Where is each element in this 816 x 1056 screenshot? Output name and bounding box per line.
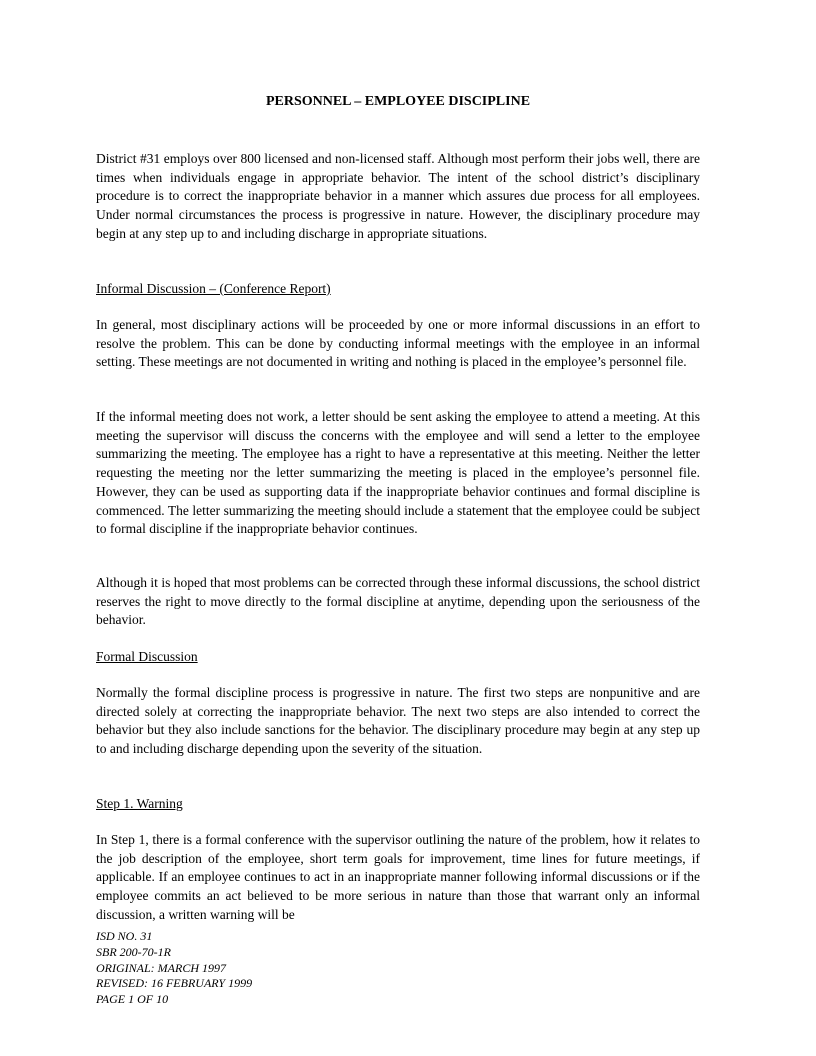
heading-step-1-warning: Step 1. Warning bbox=[96, 796, 183, 811]
footer-isd-number: ISD NO. 31 bbox=[96, 929, 153, 943]
intro-paragraph: District #31 employs over 800 licensed and non-licensed staff. Although most perform their jobs well, there are times when individuals engage in appropriate behavior. The intent of the school district’s disciplinary procedure is to correct the inappropriate behavior in a manner which assures due process for all employees. Under normal circumstances the process is progressive in nature. However, the disciplinary procedure may begin at any step up to and including discharge in appropriate situations. bbox=[96, 151, 700, 241]
footer-original-date: ORIGINAL: MARCH 1997 bbox=[96, 960, 226, 975]
footer-sbr-code: SBR 200-70-1R bbox=[96, 944, 171, 959]
page-title: PERSONNEL – EMPLOYEE DISCIPLINE bbox=[265, 94, 531, 109]
footer-revised-date: REVISED: 16 FEBRUARY 1999 bbox=[96, 976, 253, 991]
informal-paragraph-3: Although it is hoped that most problems can be corrected through these informal discussions, the school district reserves the right to move directly to the formal discipline at anytime, depending upon the seriousness of the behavior. bbox=[96, 575, 700, 628]
informal-paragraph-1: In general, most disciplinary actions will be proceeded by one or more informal discussions in an effort to resolve the problem. This can be done by conducting informal meetings with the employee in an informal setting. These meetings are not documented in writing and nothing is placed in the employee’s personnel file. bbox=[96, 317, 700, 370]
heading-formal-discussion: Formal Discussion bbox=[96, 649, 198, 664]
informal-paragraph-2: If the informal meeting does not work, a letter should be sent asking the employee to attend a meeting. At this meeting the supervisor will discuss the concerns with the employee and will send a letter to the employee summarizing the meeting. The employee has a right to have a representative at this meeting. Neither the letter requesting the meeting nor the letter summarizing the meeting is placed in the employee’s personnel file. However, they can be used as supporting data if the inappropriate behavior continues and formal discipline is commenced. The letter summarizing the meeting should include a statement that the employee could be subject to formal discipline if the inappropriate behavior continues. bbox=[96, 409, 700, 537]
document-footer bbox=[96, 929, 252, 1008]
footer-page-number: PAGE 1 OF 10 bbox=[96, 992, 169, 1007]
step-1-paragraph: In Step 1, there is a formal conference with the supervisor outlining the nature of the problem, how it relates to the job description of the employee, short term goals for improvement, time lines for future meetings, if applicable. If an employee continues to act in an inappropriate manner following informal discussions or if the employee commits an act believed to be more serious in nature than those that warrant only an informal discussion, a written warning will be bbox=[96, 832, 700, 922]
formal-paragraph: Normally the formal discipline process is progressive in nature. The first two steps are nonpunitive and are directed solely at correcting the inappropriate behavior. The next two steps are also intended to correct the behavior but they also include sanctions for the behavior. The disciplinary procedure may begin at any step up to and including discharge depending upon the severity of the situation. bbox=[96, 685, 700, 757]
heading-informal-discussion: Informal Discussion – (Conference Report) bbox=[96, 281, 331, 296]
